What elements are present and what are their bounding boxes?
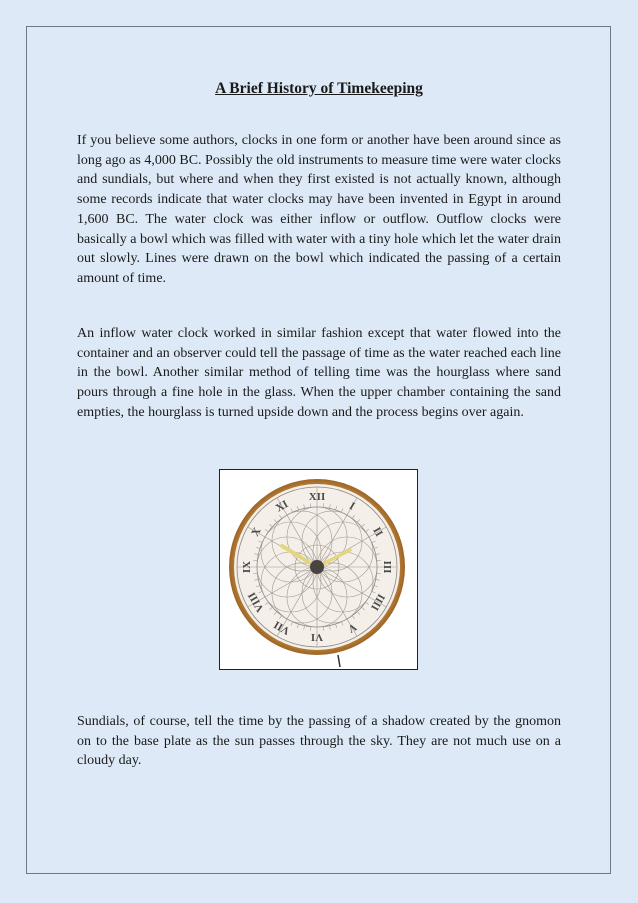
clock-numeral: X <box>249 525 264 539</box>
clock-numeral: IX <box>241 560 253 574</box>
clock-hub <box>310 560 324 574</box>
page-title: A Brief History of Timekeeping <box>215 80 423 97</box>
clock-numeral: I <box>347 500 357 513</box>
clock-numeral: V <box>345 620 359 635</box>
clock-numeral: III <box>381 560 393 574</box>
clock-numeral: VI <box>310 631 324 643</box>
clock-image <box>219 469 418 670</box>
clock-numeral: IIII <box>368 591 388 613</box>
clock-numeral: XI <box>273 498 291 515</box>
clock-numeral: VIII <box>245 589 267 615</box>
clock-numeral: II <box>370 525 385 539</box>
clock-face-illustration <box>220 470 417 669</box>
paragraph-inflow-hourglass: An inflow water clock worked in similar fashion except that water flowed into the container and an observer could tell the passage of time as the water reached each line in the bowl. Another similar method of telling time was the hourglass where sand pours through a fine hole in the glass. When the upper chamber containing the sand empties, the hourglass is turned upside down and the process begins over again. <box>77 326 561 420</box>
paragraph-water-clocks: If you believe some authors, clocks in one form or another have been around since as long ago as 4,000 BC. Possibly the old instruments to measure time were water clocks and sundials, but where and when they first existed is not actually known, although some records indicate that water clocks may have been invented in Egypt in around 1,600 BC. The water clock was either inflow or outflow. Outflow clocks were basically a bowl which was filled with water with a tiny hole which let the water drain out slowly. Lines were drawn on the bowl which indicated the passing of a certain amount of time. <box>77 133 561 286</box>
clock-pendulum <box>338 655 340 667</box>
clock-numeral: VII <box>271 618 293 637</box>
clock-numeral: XII <box>308 491 326 503</box>
paragraph-sundials: Sundials, of course, tell the time by the passing of a shadow created by the gnomon on to the base plate as the sun passes through the sky. They are not much use on a cloudy day. <box>77 714 561 769</box>
